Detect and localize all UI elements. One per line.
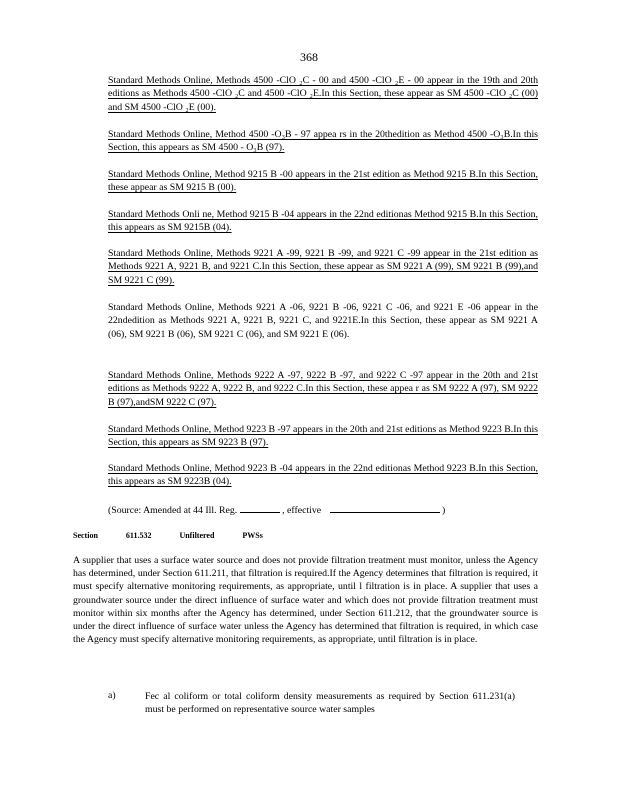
amendment-entry-6: Standard Methods Online, Methods 9221 A -06, 9221 B -06, 9221 C -06, and 9221 E -06 appear in the 22ndedition as Methods 9221 A, 9221 B, 9221 C, and 9221E.In this Section, these appear as SM 9221 A (06), SM 9221 B (06), SM 9221 C (06), and SM 9221 E (06). <box>108 302 538 340</box>
source-note-prefix: (Source: Amended at 44 Ill. Reg. <box>108 505 238 516</box>
amendment-entry-5: Standard Methods Online, Methods 9221 A -99, 9221 B -99, and 9221 C -99 appear in the 21st edition as Methods 9221 A, 9221 B, and 9221 C.In this Section, these appear as SM 9221 A (99), SM 9221 B (99),and SM 9221 C (99). <box>108 248 538 286</box>
item-a-text: Fec al coliform or total coliform density measurements as required by Section 611.231(a) must be performed on representative source water samples <box>145 691 515 716</box>
amendment-entry-2: Standard Methods Online, Method 4500 -O₃B - 97 appea rs in the 20thedition as Method 4500 -O₃B.In this Section, this appears as SM 4500 - O₃B (97). <box>108 129 538 154</box>
source-note-middle: , effective <box>282 505 322 516</box>
amendment-entry-4: Standard Methods Onli ne, Method 9215 B -04 appears in the 22nd editionas Method 9215 B.In this Section, this appears as SM 9215B (04). <box>108 209 538 234</box>
source-note-suffix: ) <box>442 505 446 516</box>
amendment-entry-7: Standard Methods Online, Methods 9222 A -97, 9222 B -97, and 9222 C -97 appear in the 20th and 21st editions as Methods 9222 A, 9222 B, and 9222 C.In this Section, these appea r as SM 9222 A (97), SM 9222 B (97),andSM 9222 C (97). <box>108 370 538 408</box>
section-body-paragraph: A supplier that uses a surface water source and does not provide filtration treatment must monitor, unless the Agency has determined, under Section 611.211, that filtration is required.If the Agency determines that filtration is required, it must specify alternative monitoring requirements, as appropriate, until l filtration is in place. A supplier that uses a groundwater source under the direct influence of surface water and which does not provide filtration treatment must monitor within six months after the Agency has determined, under Section 611.212, that the groundwater source is under the direct influence of surface water unless the Agency has determined that filtration is required, in which case the Agency must specify alternative monitoring requirements, as appropriate, until filtration is in place. <box>73 555 538 646</box>
source-note <box>108 502 445 516</box>
amendment-entry-8: Standard Methods Online, Method 9223 B -97 appears in the 20th and 21st editions as Method 9223 B.In this Section, this appears as SM 9223 B (97). <box>108 424 538 449</box>
amendment-entry-3: Standard Methods Online, Method 9215 B -00 appears in the 21st edition as Method 9215 B.In this Section, these appear as SM 9215 B (00). <box>108 169 538 194</box>
amendment-entry-1: Standard Methods Online, Methods 4500 -ClO ₂C - 00 and 4500 -ClO ₂E - 00 appear in the 19th and 20th editions as Methods 4500 -ClO ₂C and 4500 -ClO ₂E.In this Section, these appear as SM 4500 -ClO ₂C (00) and SM 4500 -ClO ₂E (00). <box>108 75 538 113</box>
item-a-label: a) <box>108 690 116 701</box>
section-title-word-1: Unfiltered <box>179 531 215 540</box>
section-title-word-2: PWSs <box>242 531 263 540</box>
section-number: 611.532 <box>125 531 152 540</box>
page-number: 368 <box>300 50 318 64</box>
section-label: Section <box>73 531 98 540</box>
effective-date-blank <box>330 502 440 513</box>
section-heading <box>73 531 289 540</box>
reg-blank <box>240 502 280 513</box>
amendment-entry-9: Standard Methods Online, Method 9223 B -04 appears in the 22nd editionas Method 9223 B.In this Section, this appears as SM 9223B (04). <box>108 463 538 488</box>
